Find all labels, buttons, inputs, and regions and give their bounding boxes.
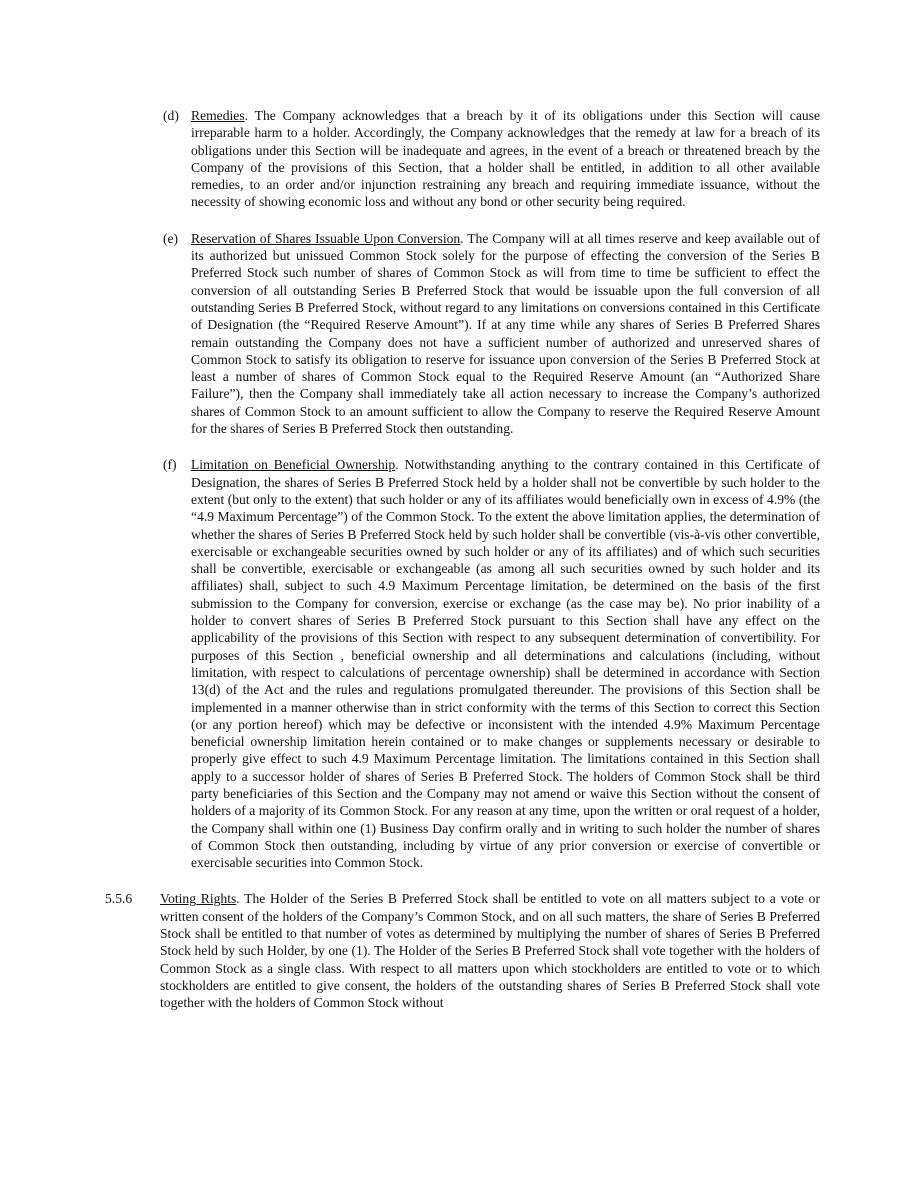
paragraph-f-limitation-on-beneficial-ownership [163,456,918,871]
paragraph-label: (e) [163,230,179,246]
paragraph-label: (f) [163,457,177,473]
paragraph-label: (d) [163,108,179,123]
paragraph-body [160,890,820,1011]
paragraph-heading: Remedies [191,108,245,123]
paragraph-heading: Voting Rights [160,891,237,907]
paragraph-text: . The Holder of the Series B Preferred Stock shall be entitled to vote on all matters subject to a vote or written consent of the holders of the Company’s Common Stock, and on all such matters, the share of Series B Preferred Stock shall be entitled to that number of votes as determined by multiplying the number of shares of Series B Preferred Stock held by such Holder, by one (1). The Holder of the Series B Preferred Stock shall vote together with the holders of Common Stock as a single class. With respect to all matters upon which stockholders are entitled to vote or to which stockholders are entitled to give consent, the holders of the outstanding shares of Series B Preferred Stock shall vote together with the holders of Common Stock without [160,891,820,1011]
paragraph-e-reservation-of-shares [163,230,918,438]
paragraph-body [191,456,820,871]
paragraph-text: . The Company will at all times reserve and keep available out of its authorized but unissued Common Stock solely for the purpose of effecting the conversion of the Series B Preferred Stock such number of shares of Common Stock as will from time to time be sufficient to effect the conversion of all outstanding Series B Preferred Stock that would be issuable upon the full conversion of all outstanding Series B Preferred Stock, without regard to any limitations on conversions contained in this Certificate of Designation (the “Required Reserve Amount”). If at any time while any shares of Series B Preferred Shares remain outstanding the Company does not have a sufficient number of authorized and unreserved shares of Common Stock to satisfy its obligation to reserve for issuance upon conversion of the Series B Preferred Stock at least a number of shares of Common Stock equal to the Required Reserve Amount (an “Authorized Share Failure”), then the Company shall immediately take all action necessary to increase the Company’s authorized shares of Common Stock to an amount sufficient to allow the Company to reserve the Required Reserve Amount for the shares of Series B Preferred Stock then outstanding. [191,230,820,437]
paragraph-body [191,107,820,211]
paragraph-text: . The Company acknowledges that a breach by it of its obligations under this Section will cause irreparable harm to a holder. Accordingly, the Company acknowledges that the remedy at law for a breach of its obligations under this Section will be inadequate and agrees, in the event of a breach or threatened breach by the Company of the provisions of this Section, that a holder shall be entitled, in addition to all other available remedies, to an order and/or injunction restraining any breach and requiring immediate issuance, without the necessity of showing economic loss and without any bond or other security being required. [191,108,820,210]
paragraph-text: . Notwithstanding anything to the contrary contained in this Certificate of Designation, the shares of Series B Preferred Stock held by a holder shall not be convertible by such holder to the extent (but only to the extent) that such holder or any of its affiliates would beneficially own in excess of 4.9% (the “4.9 Maximum Percentage”) of the Common Stock. To the extent the above limitation applies, the determination of whether the shares of Series B Preferred Stock held by such holder shall be convertible (vis-à-vis other convertible, exercisable or exchangeable securities owned by such holder or any of its affiliates) and of which such securities shall be convertible, exercisable or exchangeable (as among all such securities owned by such holder and its affiliates) shall, subject to such 4.9 Maximum Percentage limitation, be determined on the basis of the first submission to the Company for conversion, exercise or exchange (as the case may be). No prior inability of a holder to convert shares of Series B Preferred Stock pursuant to this Section shall have any effect on the applicability of the provisions of this Section with respect to any subsequent determination of convertibility. For purposes of this Section , beneficial ownership and all determinations and calculations (including, without limitation, with respect to calculations of percentage ownership) shall be determined in accordance with Section 13(d) of the Act and the rules and regulations promulgated thereunder. The provisions of this Section shall be implemented in a manner otherwise than in strict conformity with the terms of this Section to correct this Section (or any portion hereof) which may be defective or inconsistent with the intended 4.9% Maximum Percentage beneficial ownership limitation herein contained or to make changes or supplements necessary or desirable to properly give effect to such 4.9 Maximum Percentage limitation. The limitations contained in this Section shall apply to a successor holder of shares of Series B Preferred Stock. The holders of Common Stock shall be third party beneficiaries of this Section and the Company may not amend or waive this Section without the consent of holders of a majority of its Common Stock. For any reason at any time, upon the written or oral request of a holder, the Company shall within one (1) Business Day confirm orally and in writing to such holder the number of shares of Common Stock then outstanding, including by virtue of any prior conversion or exercise of convertible or exercisable securities into Common Stock. [191,457,821,871]
paragraph-heading: Reservation of Shares Issuable Upon Conversion [191,230,461,246]
paragraph-556-voting-rights [105,890,918,1011]
paragraph-heading: Limitation on Beneficial Ownership [191,457,396,473]
paragraph-label: 5.5.6 [105,891,133,907]
paragraph-body [191,230,820,438]
paragraph-d-remedies [163,107,918,211]
